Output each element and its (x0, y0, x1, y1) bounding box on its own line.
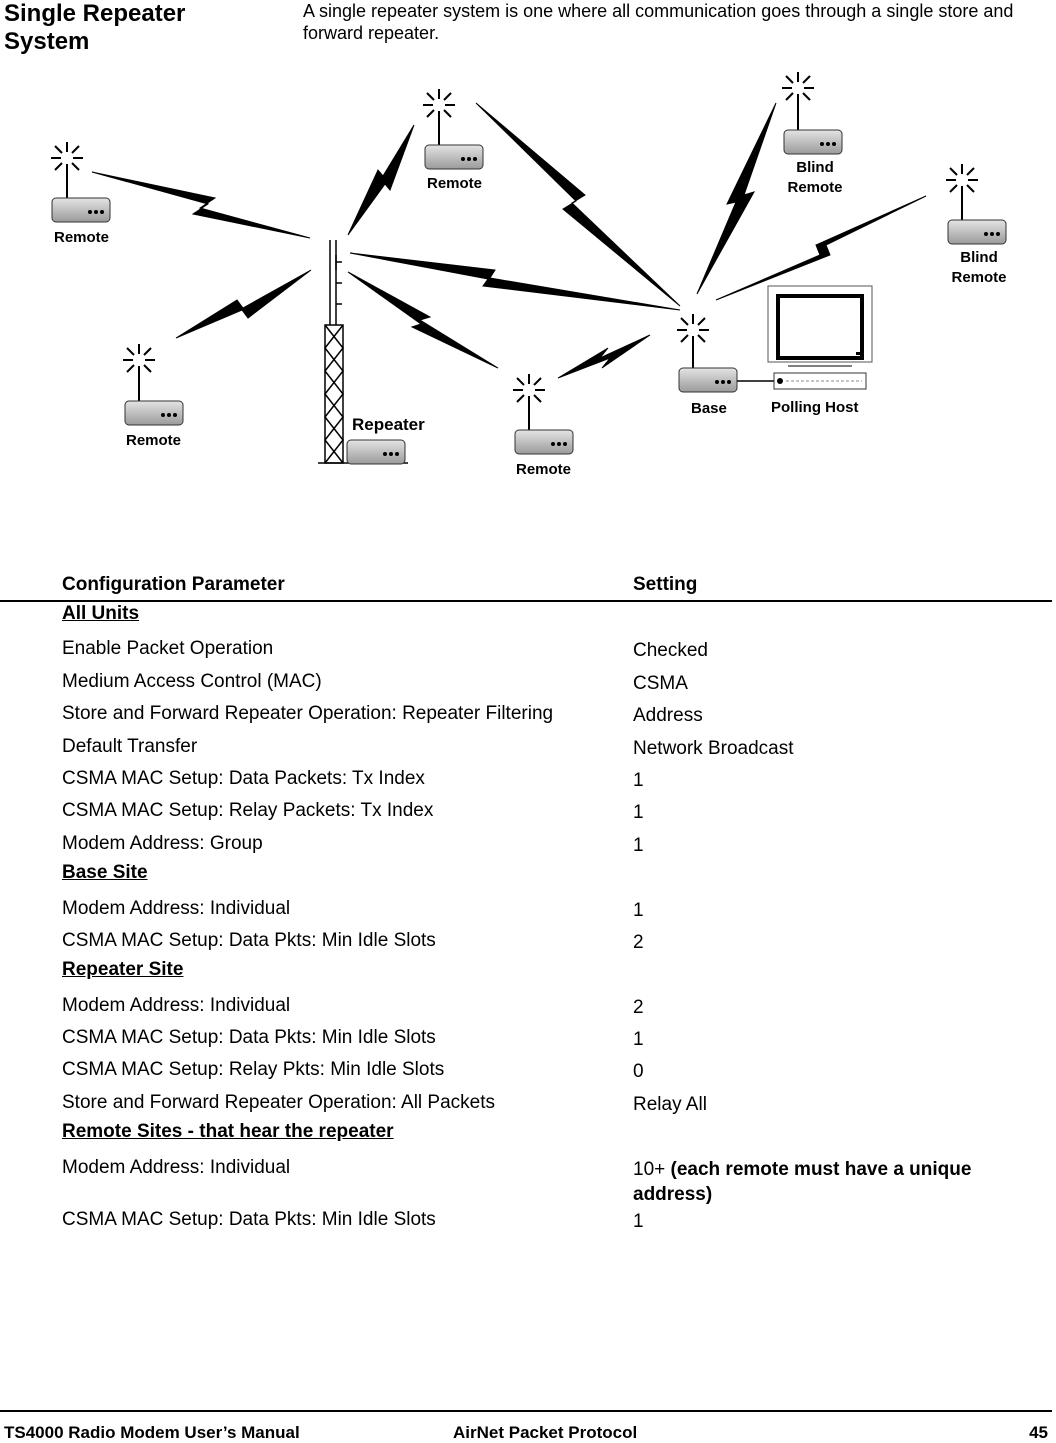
header-parameter: Configuration Parameter (62, 574, 285, 595)
table-row (0, 732, 1052, 764)
setting-cell: 1 (633, 802, 644, 824)
setting-cell: CSMA (633, 672, 688, 694)
section-title: Single Repeater System (4, 0, 186, 55)
table-row (0, 1205, 1052, 1237)
link-blind-remote-2-to-base (716, 196, 926, 300)
blind-remote-2 (946, 164, 1007, 286)
polling-host-computer (768, 286, 872, 416)
param-cell: CSMA MAC Setup: Data Packets: Tx Index (62, 767, 425, 789)
section-base-site: Base Site (62, 862, 148, 884)
remote-left-label: Remote (54, 229, 110, 246)
param-cell: Store and Forward Repeater Operation: All Packets (62, 1091, 496, 1113)
table-row (0, 829, 1052, 861)
table-row (0, 699, 1052, 731)
param-cell: CSMA MAC Setup: Relay Packets: Tx Index (62, 800, 434, 822)
network-diagram (0, 60, 1056, 500)
link-remote-lower-left-to-repeater (176, 270, 311, 338)
blind-remote-1-label-line2: Remote (787, 179, 843, 196)
setting-note: (each remote must have a unique address) (633, 1158, 972, 1205)
setting-cell (633, 1157, 1033, 1207)
setting-cell: 1 (633, 834, 644, 856)
table-row (0, 991, 1052, 1023)
intro-paragraph: A single repeater system is one where all communication goes through a single store and forward repeater. (303, 1, 1014, 43)
section-repeater-site: Repeater Site (62, 959, 184, 981)
param-cell: CSMA MAC Setup: Data Pkts: Min Idle Slots (62, 929, 436, 951)
link-repeater-to-remote-top (348, 125, 414, 235)
repeater-label: Repeater (352, 415, 425, 434)
table-header (0, 574, 1052, 602)
footer-page-number: 45 (1029, 1423, 1048, 1442)
setting-cell: 1 (633, 769, 644, 791)
setting-cell: 1 (633, 899, 644, 921)
table-row (0, 1088, 1052, 1120)
blind-remote-2-label-line2: Remote (951, 269, 1007, 286)
remote-lower-left-label: Remote (126, 432, 182, 449)
remote-lower-left (123, 344, 183, 449)
setting-cell: 2 (633, 931, 644, 953)
configuration-table (0, 574, 1052, 1237)
setting-value: 10+ (633, 1158, 666, 1180)
table-row (0, 926, 1052, 958)
section-remote-sites: Remote Sites - that hear the repeater (62, 1121, 394, 1143)
param-cell: Modem Address: Individual (62, 897, 291, 919)
section-all-units: All Units (62, 603, 140, 624)
blind-remote-1 (782, 72, 843, 196)
param-cell: Default Transfer (62, 735, 198, 757)
link-remote-left-to-repeater (92, 172, 310, 238)
param-cell: Enable Packet Operation (62, 638, 274, 660)
remote-bottom (513, 374, 573, 478)
footer-chapter: AirNet Packet Protocol (453, 1423, 638, 1442)
base-label: Base (691, 400, 727, 417)
setting-cell: 0 (633, 1061, 644, 1083)
remote-top-label: Remote (427, 175, 483, 192)
param-cell: Store and Forward Repeater Operation: Repeater Filtering (62, 703, 554, 725)
param-cell: Medium Access Control (MAC) (62, 670, 322, 692)
remote-left (51, 142, 110, 246)
setting-cell: Address (633, 705, 703, 727)
table-row (0, 894, 1052, 926)
table-row (0, 634, 1052, 666)
table-row (0, 764, 1052, 796)
polling-host-label: Polling Host (771, 399, 859, 416)
table-row (0, 667, 1052, 699)
remote-bottom-label: Remote (516, 461, 572, 478)
param-cell: Modem Address: Individual (62, 994, 291, 1016)
param-cell: CSMA MAC Setup: Data Pkts: Min Idle Slots (62, 1027, 436, 1049)
table-row (0, 1023, 1052, 1055)
link-remote-bottom-to-base (558, 335, 650, 378)
setting-cell: 1 (633, 1210, 644, 1232)
link-repeater-to-remote-bottom (348, 272, 498, 368)
remote-top (423, 89, 483, 192)
header-setting: Setting (633, 574, 698, 595)
table-row (0, 1055, 1052, 1087)
setting-cell: Checked (633, 640, 708, 662)
table-row (0, 1153, 1052, 1205)
setting-cell: 1 (633, 1029, 644, 1051)
blind-remote-1-label-line1: Blind (796, 159, 834, 176)
setting-cell: 2 (633, 996, 644, 1018)
link-blind-remote-1-to-base (697, 103, 776, 294)
footer-manual-title: TS4000 Radio Modem User’s Manual (4, 1423, 300, 1442)
param-cell: Modem Address: Individual (62, 1156, 291, 1178)
setting-cell: Relay All (633, 1093, 707, 1115)
blind-remote-2-label-line1: Blind (960, 249, 998, 266)
page-footer (0, 1410, 1052, 1442)
link-remote-top-to-base (476, 103, 680, 306)
table-row (0, 796, 1052, 828)
base-station (677, 314, 776, 417)
param-cell: CSMA MAC Setup: Data Pkts: Min Idle Slots (62, 1208, 436, 1230)
param-cell: Modem Address: Group (62, 832, 263, 854)
param-cell: CSMA MAC Setup: Relay Pkts: Min Idle Slots (62, 1059, 445, 1081)
setting-cell: Network Broadcast (633, 737, 794, 759)
